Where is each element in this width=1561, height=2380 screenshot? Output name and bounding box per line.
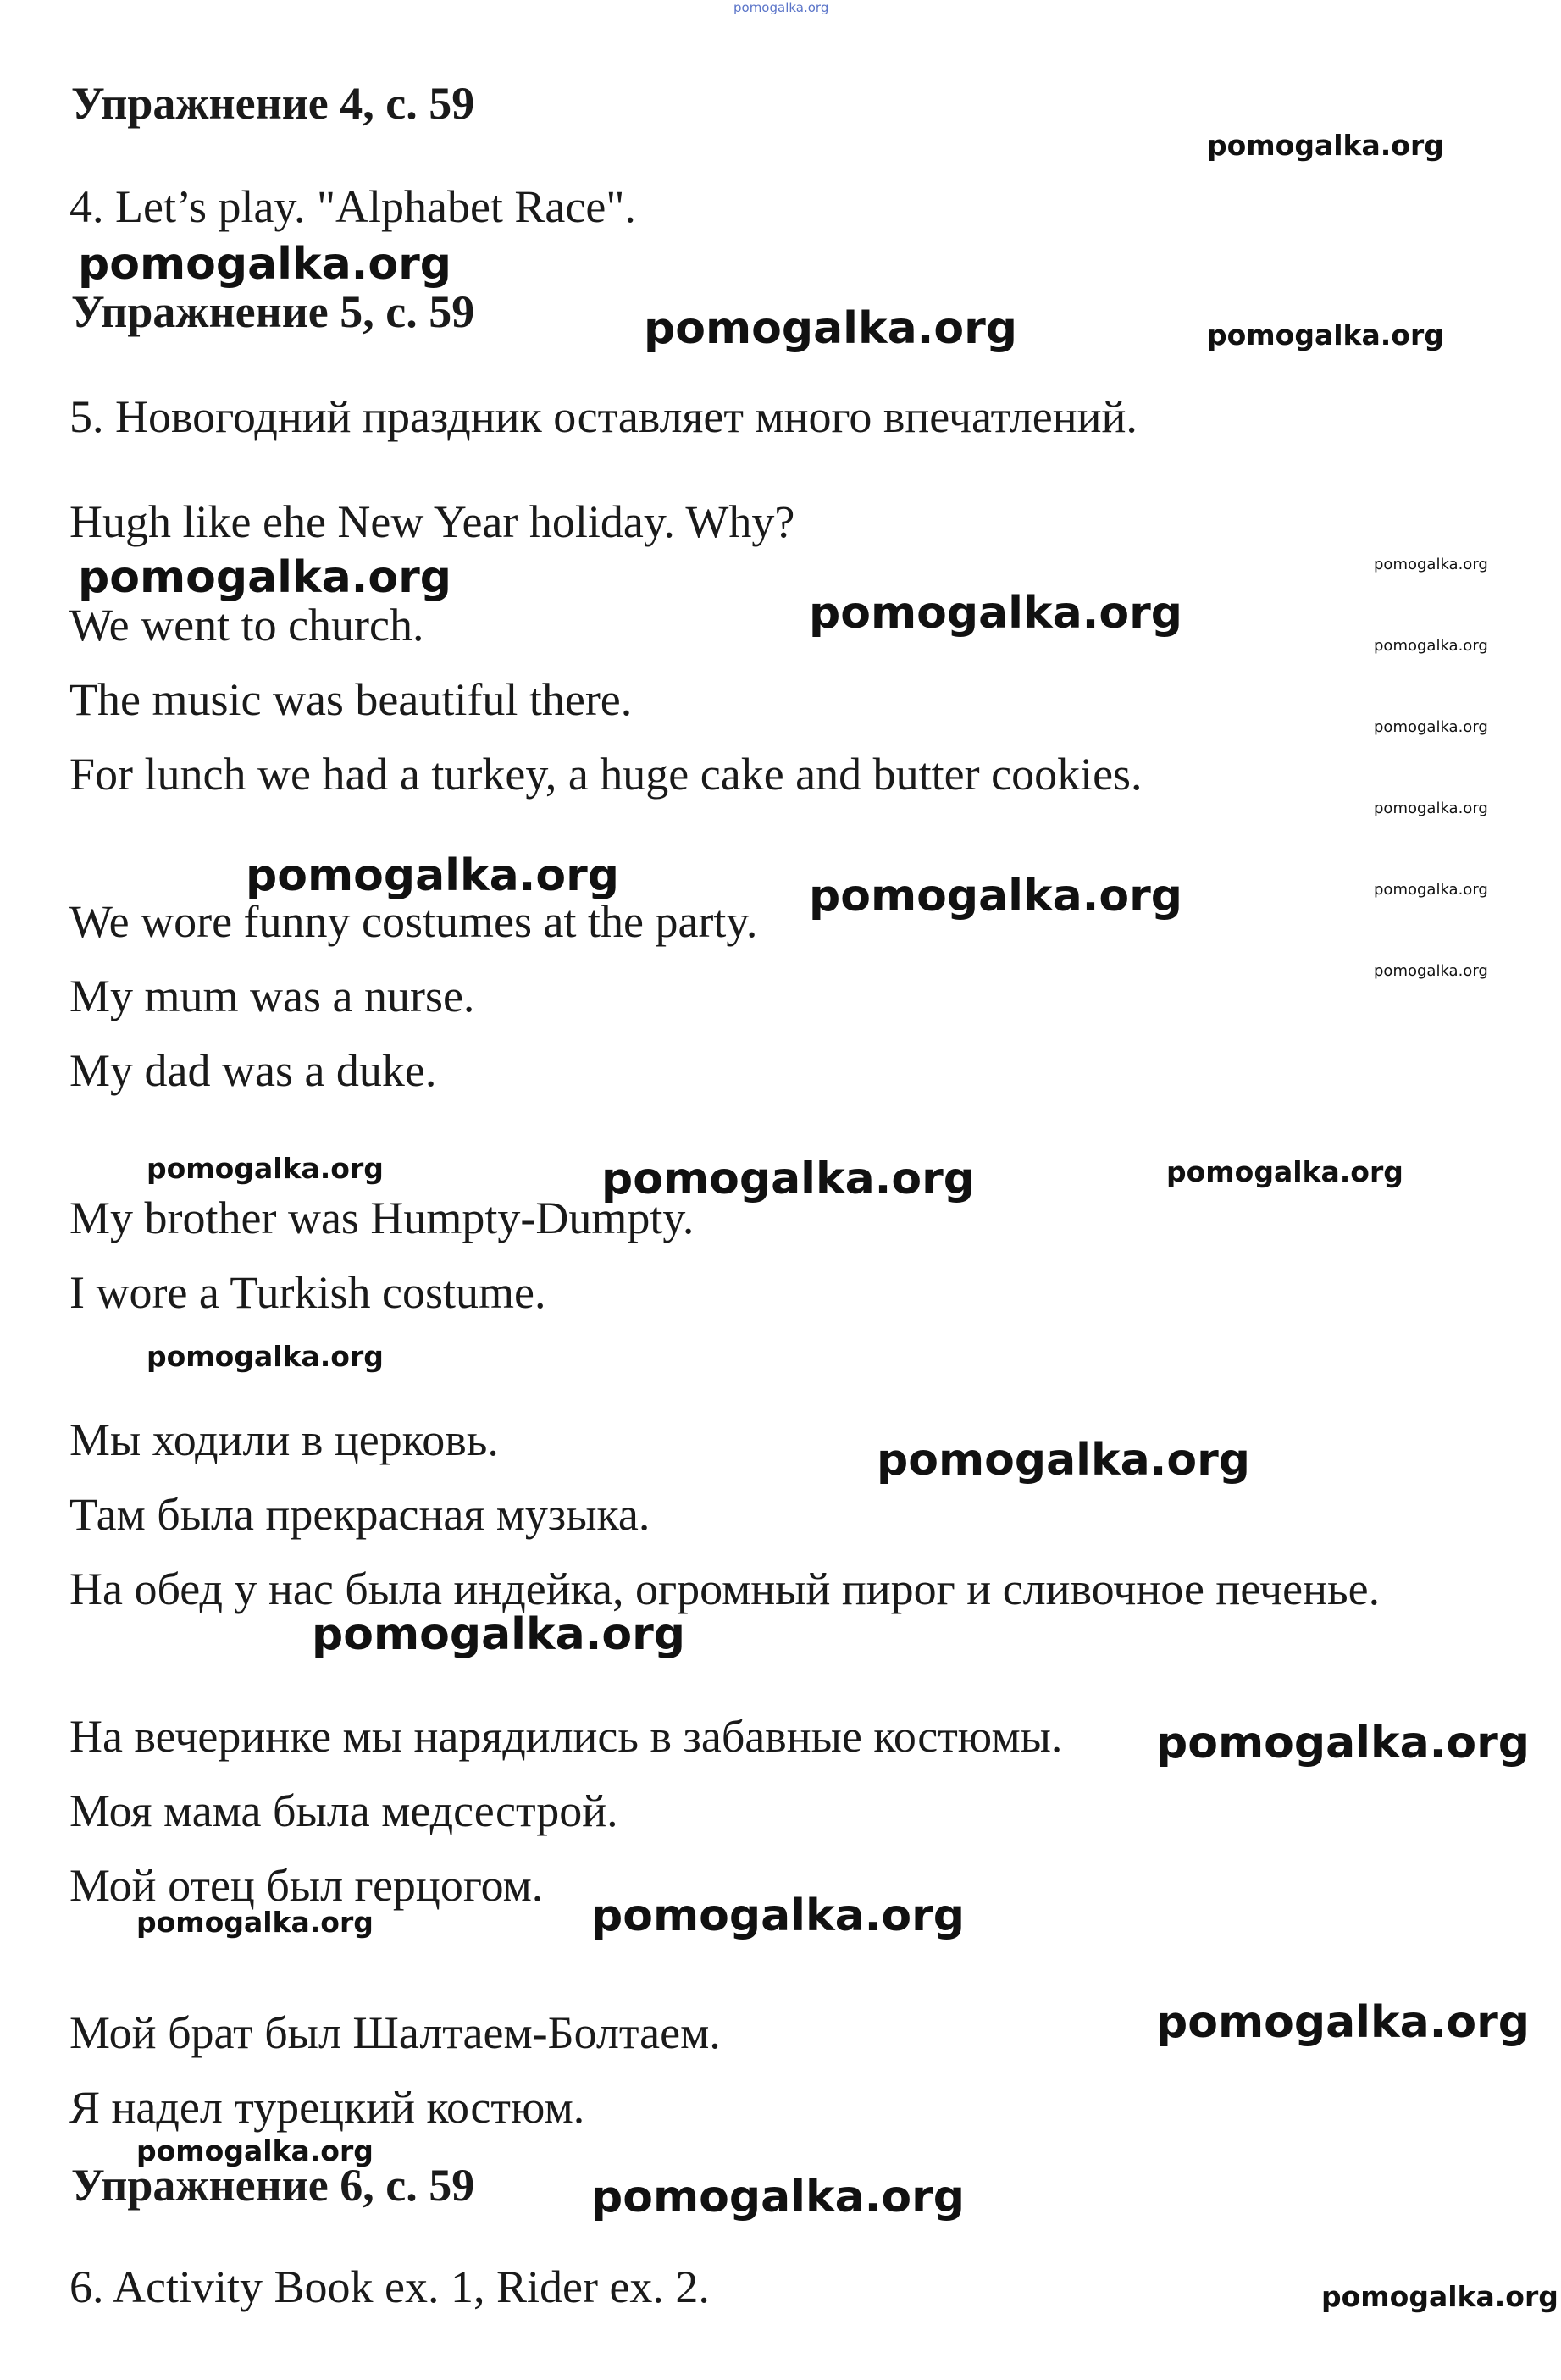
russian-sentence: Я надел турецкий костюм. xyxy=(69,2082,585,2133)
watermark: pomogalka.org xyxy=(1374,718,1488,736)
english-sentence: My brother was Humpty-Dumpty. xyxy=(69,1193,695,1243)
watermark: pomogalka.org xyxy=(246,850,620,901)
exercise-6-heading: Упражнение 6, с. 59 xyxy=(71,2160,475,2211)
watermark: pomogalka.org xyxy=(809,588,1183,639)
watermark: pomogalka.org xyxy=(1374,962,1488,980)
watermark: pomogalka.org xyxy=(733,0,829,15)
watermark: pomogalka.org xyxy=(644,303,1018,354)
watermark: pomogalka.org xyxy=(1321,2280,1558,2313)
english-sentence: I wore a Turkish costume. xyxy=(69,1267,546,1318)
watermark: pomogalka.org xyxy=(1207,129,1444,162)
russian-sentence: Мой брат был Шалтаем-Болтаем. xyxy=(69,2007,721,2058)
english-sentence: We went to church. xyxy=(69,600,424,650)
watermark: pomogalka.org xyxy=(78,239,452,290)
russian-sentence: На вечеринке мы нарядились в забавные костюмы. xyxy=(69,1711,1063,1762)
watermark: pomogalka.org xyxy=(136,1906,374,1939)
watermark: pomogalka.org xyxy=(1207,318,1444,351)
watermark: pomogalka.org xyxy=(1156,1718,1531,1768)
exercise-6-task: 6. Activity Book ex. 1, Rider ex. 2. xyxy=(69,2261,710,2312)
watermark: pomogalka.org xyxy=(312,1609,686,1660)
watermark: pomogalka.org xyxy=(1156,1997,1531,2048)
watermark: pomogalka.org xyxy=(809,871,1183,922)
watermark: pomogalka.org xyxy=(147,1340,384,1373)
russian-sentence: Мой отец был герцогом. xyxy=(69,1860,544,1911)
exercise-5-heading: Упражнение 5, с. 59 xyxy=(71,286,475,337)
english-sentence: My dad was a duke. xyxy=(69,1045,437,1096)
russian-sentence: Там была прекрасная музыка. xyxy=(69,1489,650,1540)
russian-sentence: Мы ходили в церковь. xyxy=(69,1414,499,1465)
exercise-4-task: 4. Let’s play. "Alphabet Race". xyxy=(69,181,636,232)
watermark: pomogalka.org xyxy=(1374,800,1488,817)
watermark: pomogalka.org xyxy=(1374,556,1488,573)
english-sentence: For lunch we had a turkey, a huge cake and butter cookies. xyxy=(69,749,1143,800)
english-sentence: The music was beautiful there. xyxy=(69,674,633,725)
watermark: pomogalka.org xyxy=(877,1435,1251,1486)
watermark: pomogalka.org xyxy=(136,2134,374,2167)
exercise-5-task: 5. Новогодний праздник оставляет много впечатлений. xyxy=(69,391,1138,442)
russian-sentence: На обед у нас была индейка, огромный пирог и сливочное печенье. xyxy=(69,1564,1381,1614)
english-sentence: My mum was a nurse. xyxy=(69,971,475,1021)
watermark: pomogalka.org xyxy=(591,2172,966,2222)
watermark: pomogalka.org xyxy=(1374,637,1488,655)
watermark: pomogalka.org xyxy=(591,1890,966,1941)
exercise-5-question: Hugh like ehe New Year holiday. Why? xyxy=(69,496,795,547)
watermark: pomogalka.org xyxy=(1166,1155,1403,1188)
watermark: pomogalka.org xyxy=(601,1154,976,1204)
watermark: pomogalka.org xyxy=(147,1152,384,1185)
russian-sentence: Моя мама была медсестрой. xyxy=(69,1785,618,1836)
english-sentence: We wore funny costumes at the party. xyxy=(69,896,758,947)
watermark: pomogalka.org xyxy=(78,552,452,603)
watermark: pomogalka.org xyxy=(1374,881,1488,899)
exercise-4-heading: Упражнение 4, с. 59 xyxy=(71,78,475,129)
